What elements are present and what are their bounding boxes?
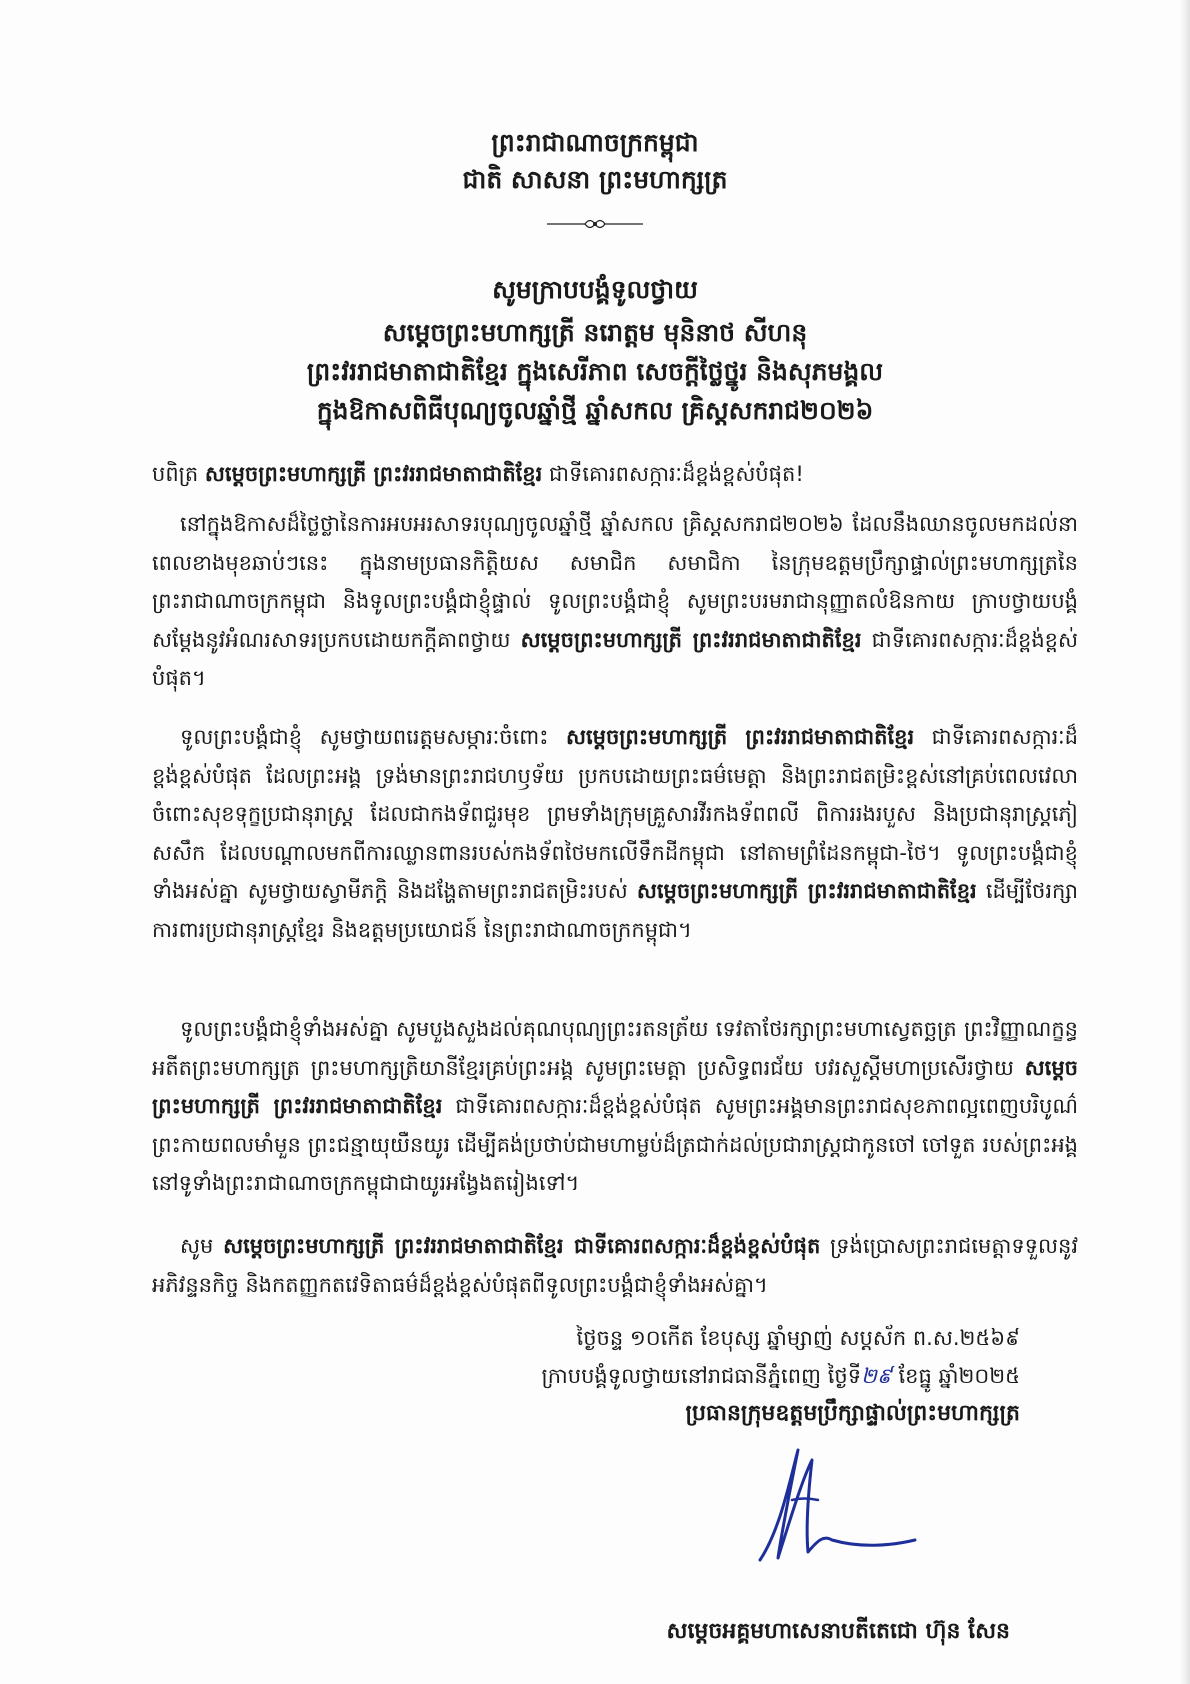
page-edge-shadow [1180, 0, 1190, 1684]
paragraph-3-honorific: សម្ដេចព្រះមហាក្សត្រី ព្រះវររាជមាតាជាតិខ្មែរ [152, 1055, 1078, 1118]
signature-icon [720, 1440, 920, 1580]
paragraph-3 [152, 1010, 1078, 1203]
paragraph-1-honorific: សម្ដេចព្រះមហាក្សត្រី ព្រះវររាជមាតាជាតិខ្មែរ [520, 627, 862, 652]
paragraph-2-prefix: ទូលព្រះបង្គំជាខ្ញុំ សូមថ្វាយពរេត្តមសម្ការៈចំពោះ [180, 725, 566, 749]
heading-line-3: ព្រះវររាជមាតាជាតិខ្មែរ ក្នុងសេរីភាព សេចក្ដីថ្លៃថ្នូរ និងសុភមង្គល [306, 357, 884, 386]
signer-name: សម្ដេចអគ្គមហាសេនាបតីតេជោ ហ៊ុន សែន [666, 1619, 1010, 1644]
paragraph-3-suffix: ជាទីគោរពសក្ការៈដ៏ខ្ពង់ខ្ពស់បំផុត សូមព្រះអង្គមានព្រះរាជសុខភាពល្អពេញបរិបូណ៌ ព្រះកាយពលមាំមួន ព្រះជន្មាយុយឺនយូរ ដើម្បីគង់ប្រថាប់ជាមហាម្លប់ដ៏ត្រជាក់ដល់ប្រជារាស្ត្រជាកូនចៅ ចៅទួត របស់ព្រះអង្គនៅទូទាំងព្រះរាជាណាចក្រកម្ពុជាជាយូរអង្វែងតរៀងទៅ។ [152, 1094, 1078, 1195]
paragraph-2-suffix: ដើម្បីថែរក្សាការពារប្រជានុរាស្ត្រខ្មែរ និងឧត្ដមប្រយោជន៍ នៃព្រះរាជាណាចក្រកម្ពុជា។ [152, 879, 1078, 942]
place-date-prefix: ក្រាបបង្គំទូលថ្វាយនៅរាជធានីភ្នំពេញ ថ្ងៃទី [541, 1364, 862, 1388]
paragraph-2-middle: ជាទីគោរពសក្ការៈដ៏ខ្ពង់ខ្ពស់បំផុត ដែលព្រះអង្គ ទ្រង់មានព្រះរាជហឫទ័យ ប្រកបដោយព្រះធម៌មេត្តា និងព្រះរាជតម្រិះខ្ពស់នៅគ្រប់ពេលវេលា ចំពោះសុខទុក្ខប្រជានុរាស្ត្រ ដែលជាកងទ័ពជួរមុខ ព្រមទាំងក្រុមគ្រួសារវីរកងទ័ពពលី ពិការរងរបួស និងប្រជានុរាស្ត្រភៀសសឹក ដែលបណ្ដាលមកពីការឈ្លានពានរបស់កងទ័ពថៃមកលើទឹកដីកម្ពុជា នៅតាមព្រំដែនកម្ពុជា-ថៃ។ ទូលព្រះបង្គំជាខ្ញុំទាំងអស់គ្នា សូមថ្វាយស្វាមីភក្ដិ និងដង្ហែតាមព្រះរាជតម្រិះរបស់ [152, 725, 1078, 903]
paragraph-2-honorific-1: សម្ដេចព្រះមហាក្សត្រី ព្រះវររាជមាតាជាតិខ្មែរ [565, 725, 915, 749]
signer-title: ប្រធានក្រុមឧត្តមប្រឹក្សាផ្ទាល់ព្រះមហាក្សត្រ [685, 1401, 1020, 1426]
heading-line-2: សម្ដេចព្រះមហាក្សត្រី នរោត្ដម មុនិនាថ សីហនុ [382, 318, 808, 347]
paragraph-2-honorific-2: សម្ដេចព្រះមហាក្សត្រី ព្រះវររាជមាតាជាតិខ្មែរ [636, 879, 977, 903]
paragraph-4 [152, 1227, 1078, 1304]
paragraph-1 [152, 505, 1078, 698]
national-motto: ជាតិ សាសនា ព្រះមហាក្សត្រ [462, 165, 728, 194]
paragraph-4-honorific: សម្ដេចព្រះមហាក្សត្រី ព្រះវររាជមាតាជាតិខ្មែរ ជាទីគោរពសក្ការៈដ៏ខ្ពង់ខ្ពស់បំផុត [223, 1234, 821, 1258]
paragraph-1-suffix: ជាទីគោរពសក្ការៈដ៏ខ្ពង់ខ្ពស់បំផុត។ [152, 627, 1078, 690]
ornament-divider-icon [545, 214, 645, 234]
place-date [542, 1358, 1021, 1394]
paragraph-3-prefix: ទូលព្រះបង្គំជាខ្ញុំទាំងអស់គ្នា សូមបួងសួងដល់គុណបុណ្យព្រះរតនត្រ័យ ទេវតាថែរក្សាព្រះមហាស្វេតច្ឆត្រ ព្រះវិញ្ញាណក្ខន្ធអតីតព្រះមហាក្សត្រ ព្រះមហាក្សត្រិយានីខ្មែរគ្រប់ព្រះអង្គ សូមព្រះមេត្តា ប្រសិទ្ធពរជ័យ បវរសួស្ដីមហាប្រសើរថ្វាយ [152, 1017, 1078, 1080]
heading-line-4: ក្នុងឱកាសពិធីបុណ្យចូលឆ្នាំថ្មី ឆ្នាំសកល គ្រិស្ដសករាជ២០២៦ [316, 396, 874, 425]
heading-line-1: សូមក្រាបបង្គំទូលថ្វាយ [492, 275, 698, 304]
place-date-suffix: ខែធ្នូ ឆ្នាំ២០២៥ [891, 1364, 1020, 1388]
paragraph-2 [152, 718, 1078, 949]
salutation-honorific: សម្ដេចព្រះមហាក្សត្រី ព្រះវររាជមាតាជាតិខ្មែរ [204, 462, 543, 486]
paragraph-1-text: នៅក្នុងឱកាសដ៏ថ្លៃថ្លានៃការអបអរសាទរបុណ្យចូលឆ្នាំថ្មី ឆ្នាំសកល គ្រិស្ដសករាជ២០២៦ ដែលនឹងឈានចូលមកដល់នាពេលខាងមុខឆាប់ៗនេះ ក្នុងនាមប្រធានកិត្តិយស សមាជិក សមាជិកា នៃក្រុមឧត្តមប្រឹក្សាផ្ទាល់ព្រះមហាក្សត្រនៃព្រះរាជាណាចក្រកម្ពុជា និងទូលព្រះបង្គំជាខ្ញុំផ្ទាល់ ទូលព្រះបង្គំជាខ្ញុំ សូមព្រះបរមរាជានុញ្ញាតលំឱនកាយ ក្រាបថ្វាយបង្គំសម្ដែងនូវអំណរសាទរប្រកបដោយកក្ដីគាពថ្វាយ [152, 512, 1078, 652]
salutation [152, 455, 1078, 494]
salutation-suffix: ជាទីគោរពសក្ការៈដ៏ខ្ពង់ខ្ពស់បំផុត! [542, 462, 804, 486]
paragraph-4-suffix: ទ្រង់ប្រោសព្រះរាជមេត្តាទទួលនូវអភិវន្ទនកិច្ច និងកតញ្ញកតវេទិតាធម៌ដ៏ខ្ពង់ខ្ពស់បំផុតពីទូលព្រះបង្គំជាខ្ញុំទាំងអស់គ្នា។ [152, 1234, 1078, 1297]
salutation-prefix: បពិត្រ [152, 462, 205, 486]
paragraph-4-prefix: សូម [180, 1234, 224, 1258]
lunar-date: ថ្ងៃចន្ទ ១០កើត ខែបុស្ស ឆ្នាំម្សាញ់ សប្តស័ក ព.ស.២៥៦៩ [576, 1326, 1020, 1350]
handwritten-day: ២៩ [861, 1364, 892, 1388]
kingdom-title: ព្រះរាជាណាចក្រកម្ពុជា [491, 128, 699, 157]
